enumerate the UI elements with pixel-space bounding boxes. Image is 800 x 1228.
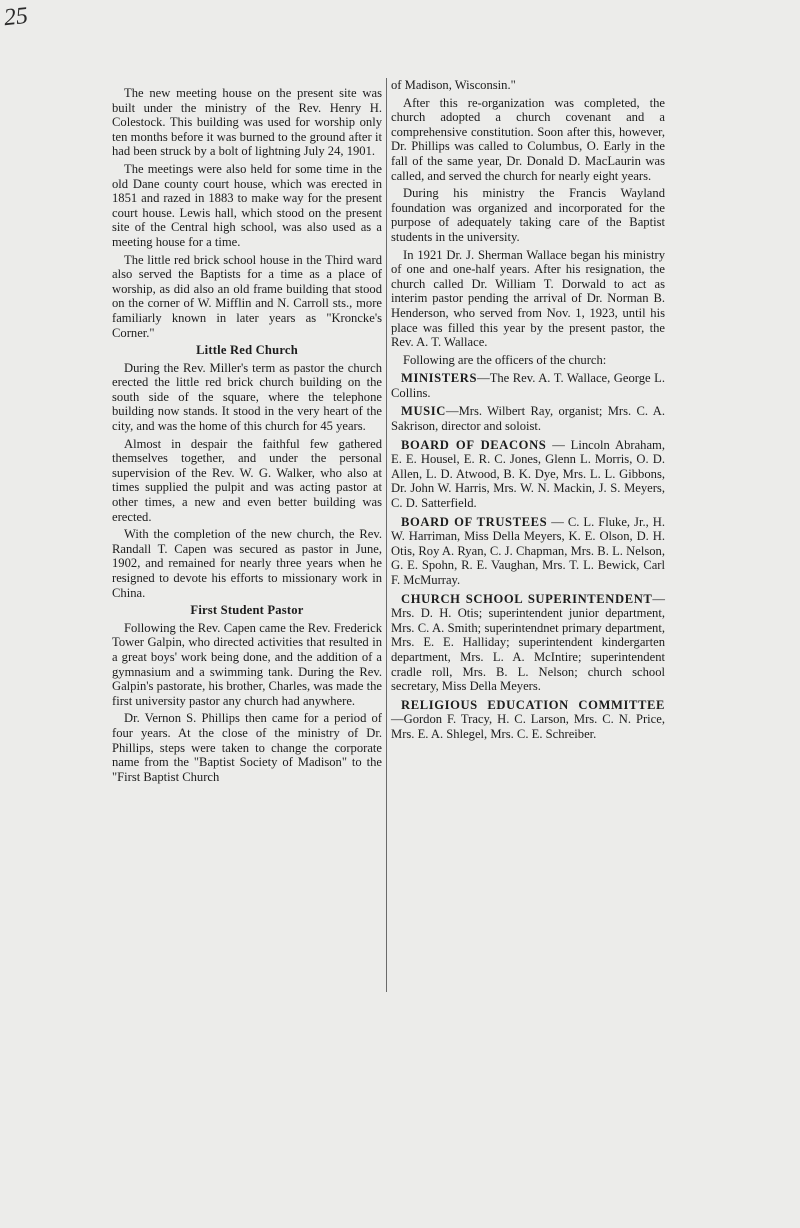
section-heading: First Student Pastor: [190, 603, 304, 618]
paragraph: The meetings were also held for some time in the old Dane county court house, which was erected in 1851 and razed in 1883 to make way for the present court house. Lewis hall, which stood on the present site of the Central high school, was also used as a meeting house for a time.: [112, 161, 382, 249]
paragraph: The little red brick school house in the Third ward also served the Baptists for a time as a place of worship, as did also an old frame building that stood on the corner of W. Mifflin and N. Carroll sts., more familiarly known in later years as "Kroncke's Corner.": [112, 252, 382, 340]
paragraph: After this re-organization was completed, the church adopted a church covenant and a comprehensive constitution. Soon after this, however, Dr. Phillips was called to Columbus, O. Early in the fall of the same year, Dr. Donald D. MacLaurin was called, and served the church for nearly eight years.: [391, 95, 665, 183]
paragraph: During the Rev. Miller's term as pastor the church erected the little red brick church building on the south side of the square, where the telephone building now stands. It stood in the very heart of the city, and was the home of this church for 45 years.: [112, 360, 382, 434]
officer-heading: MINISTERS: [401, 371, 478, 386]
paragraph: During his ministry the Francis Wayland foundation was organized and incorporated for the purpose of adequately taking care of the Baptist students in the university.: [391, 186, 665, 244]
page-number-mark: 25: [2, 2, 30, 32]
officer-list: —Gordon F. Tracy, H. C. Larson, Mrs. C. N. Price, Mrs. E. A. Shlegel, Mrs. C. E. Schreiber.: [391, 712, 665, 741]
officers-trustees: [391, 515, 665, 588]
officers-religious-education: [391, 698, 665, 742]
officers-music: [391, 404, 665, 433]
paragraph: The new meeting house on the present site was built under the ministry of the Rev. Henry H. Colestock. This building was used for worship only ten months before it was burned to the ground after it had been struck by a bolt of lightning July 24, 1901.: [112, 86, 382, 159]
officer-list: — C. L. Fluke, Jr., H. W. Harriman, Miss Della Meyers, K. E. Olson, D. H. Otis, Roy A. Ryan, C. J. Chapman, Mrs. B. L. Nelson, G. E. Spohn, R. E. Vaughan, Mrs. T. L. Bewick, Carl F. McMurray.: [391, 514, 665, 587]
paragraph: Almost in despair the faithful few gathered themselves together, and under the personal supervision of the Rev. W. G. Walker, who also at times supplied the pulpit and was acting pastor at other times, a new and even better building was erected.: [112, 436, 382, 524]
paragraph: Dr. Vernon S. Phillips then came for a period of four years. At the close of the ministry of Dr. Phillips, steps were taken to change the corporate name from the "Baptist Society of Madison" to the "First Baptist Church: [112, 711, 382, 784]
paragraph: Following the Rev. Capen came the Rev. Frederick Tower Galpin, who directed activities that resulted in a great boys' work being done, and the addition of a gymnasium and a swimming tank. During the Rev. Galpin's pastorate, his brother, Charles, was made the first university pastor any church had anywhere.: [112, 620, 382, 708]
officer-heading: BOARD OF TRUSTEES: [401, 514, 548, 529]
officer-list: —The Rev. A. T. Wallace, George L. Collins.: [391, 371, 665, 400]
officer-list: —Mrs. D. H. Otis; superintendent junior department, Mrs. C. A. Smith; superintendnet primary department, Mrs. E. E. Halliday; superintendent kindergarten department, Mrs. L. A. McIntire; superintendent cradle roll, Mrs. B. L. Nelson; church school secretary, Miss Della Meyers.: [391, 591, 665, 694]
section-heading: Little Red Church: [196, 343, 298, 358]
column-divider: [386, 78, 387, 992]
paragraph: In 1921 Dr. J. Sherman Wallace began his ministry of one and one-half years. After his resignation, the church called Dr. William T. Dorwald to act as interim pastor pending the arrival of Dr. Norman B. Henderson, who served from Nov. 1, 1923, until his place was filled this year by the present pastor, the Rev. A. T. Wallace.: [391, 247, 665, 350]
officer-heading: BOARD OF DEACONS: [401, 437, 547, 452]
officers-deacons: [391, 438, 665, 511]
paragraph: of Madison, Wisconsin.": [391, 78, 516, 92]
paragraph: With the completion of the new church, the Rev. Randall T. Capen was secured as pastor in June, 1902, and remained for nearly three years when he resigned to devote his efforts to missionary work in China.: [112, 527, 382, 600]
officers-ministers: [391, 371, 665, 400]
left-column: [112, 86, 382, 787]
paragraph: Following are the officers of the church:: [403, 352, 607, 367]
officer-heading: CHURCH SCHOOL SUPERINTENDENT: [401, 591, 653, 606]
officer-heading: RELIGIOUS EDUCATION COMMITTEE: [401, 697, 665, 712]
officer-list: —Mrs. Wilbert Ray, organist; Mrs. C. A. Sakrison, director and soloist.: [391, 404, 665, 434]
officers-church-school: [391, 592, 665, 694]
right-column: [391, 78, 665, 745]
officer-list: — Lincoln Abraham, E. E. Housel, E. R. C. Jones, Glenn L. Morris, O. D. Allen, L. D. Atwood, B. K. Dye, Mrs. L. L. Gibbons, Dr. John W. Harris, Mrs. W. N. Mackin, J. S. Meyers, C. D. Satterfield.: [391, 437, 665, 511]
officer-heading: MUSIC: [401, 404, 446, 419]
